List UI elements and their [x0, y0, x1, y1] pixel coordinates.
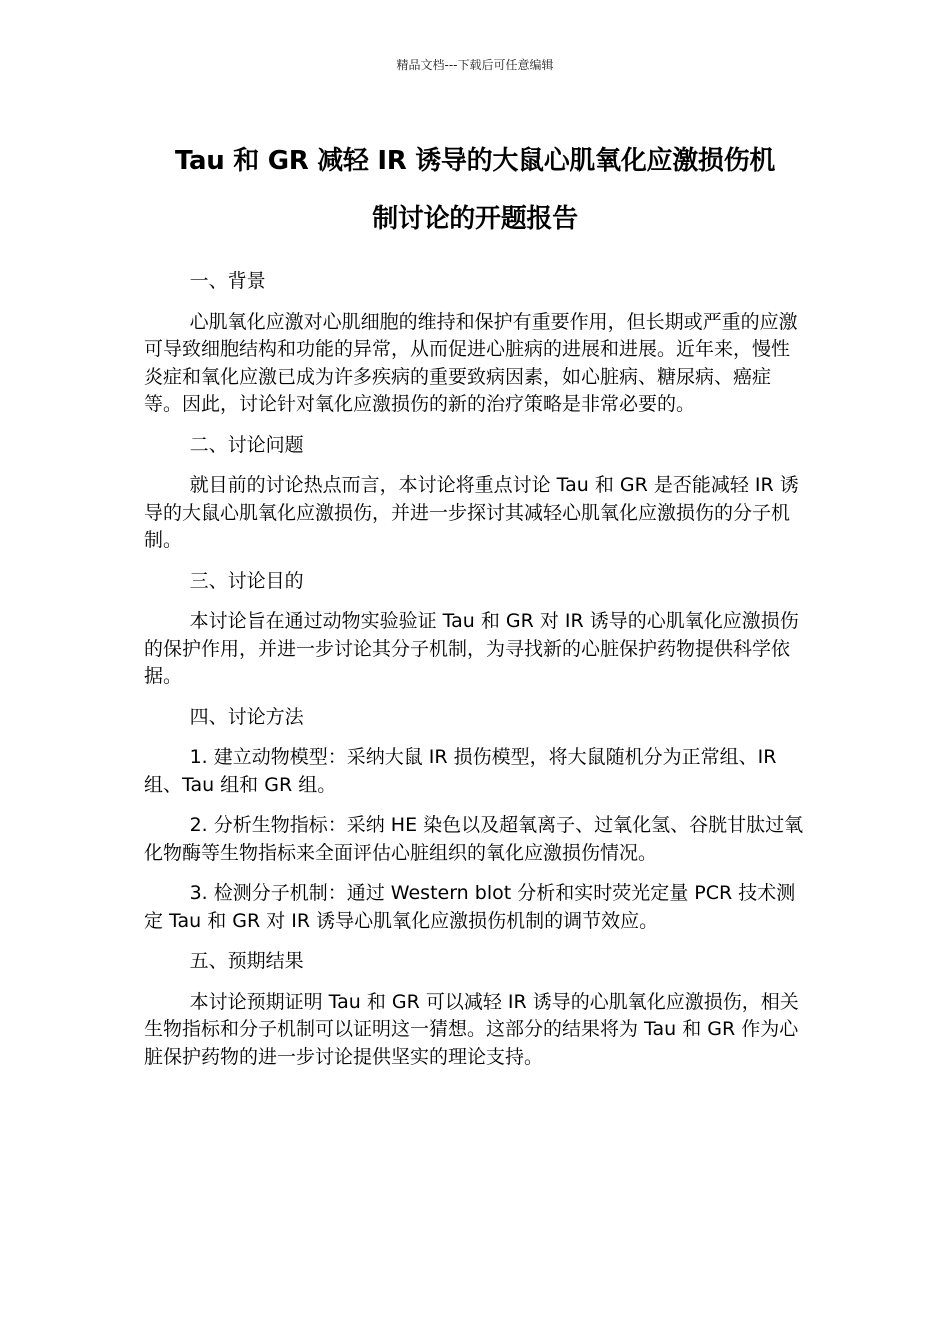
document-title: [140, 132, 810, 248]
method-item: 1. 建立动物模型：采纳大鼠 IR 损伤模型，将大鼠随机分为正常组、IR 组、Tau 组和 GR 组。: [144, 746, 777, 796]
section-heading: 三、讨论目的: [189, 569, 304, 592]
section-background: [144, 268, 806, 419]
section-heading: 四、讨论方法: [189, 705, 304, 728]
method-item: 3. 检测分子机制：通过 Western blot 分析和实时荧光定量 PCR 技术测定 Tau 和 GR 对 IR 诱导心肌氧化应激损伤机制的调节效应。: [144, 882, 796, 932]
section-heading: 二、讨论问题: [189, 433, 304, 456]
paragraph: 本讨论旨在通过动物实验验证 Tau 和 GR 对 IR 诱导的心肌氧化应激损伤的保护作用，并进一步讨论其分子机制，为寻找新的心脏保护药物提供科学依据。: [144, 610, 799, 687]
section-research-purpose: [144, 568, 806, 691]
section-heading: 五、预期结果: [189, 950, 304, 972]
title-line-2: 制讨论的开题报告: [372, 204, 578, 234]
paragraph: 心肌氧化应激对心肌细胞的维持和保护有重要作用，但长期或严重的应激可导致细胞结构和功能的异常，从而促进心脏病的进展和进展。近年来，慢性炎症和氧化应激已成为许多疾病的重要致病因素，如心脏病、糖尿病、癌症等。因此，讨论针对氧化应激损伤的新的治疗策略是非常必要的。: [144, 310, 798, 415]
section-expected-results: [144, 948, 806, 1071]
section-heading: 一、背景: [189, 270, 266, 292]
document-body: [144, 268, 806, 1084]
paragraph: 本讨论预期证明 Tau 和 GR 可以减轻 IR 诱导的心肌氧化应激损伤，相关生物指标和分子机制可以证明这一猜想。这部分的结果将为 Tau 和 GR 作为心脏保护药物的进一步讨论提供坚实的理论支持。: [144, 990, 799, 1068]
page-header: 精品文档---下载后可任意编辑: [396, 58, 554, 72]
title-line-1: Tau 和 GR 减轻 IR 诱导的大鼠心肌氧化应激损伤机: [174, 146, 776, 176]
section-research-methods: [144, 704, 806, 936]
paragraph: 就目前的讨论热点而言，本讨论将重点讨论 Tau 和 GR 是否能减轻 IR 诱导的大鼠心肌氧化应激损伤，并进一步探讨其减轻心肌氧化应激损伤的分子机制。: [144, 474, 799, 551]
section-research-question: [144, 432, 806, 555]
method-item: 2. 分析生物指标：采纳 HE 染色以及超氧离子、过氧化氢、谷胱甘肽过氧化物酶等生物指标来全面评估心脏组织的氧化应激损伤情况。: [144, 814, 804, 864]
